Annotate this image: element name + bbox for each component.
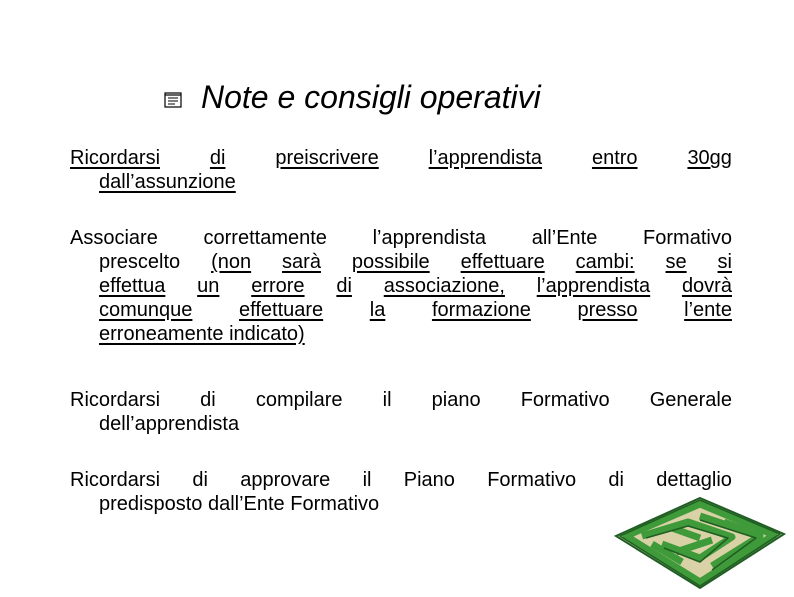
word: di [608, 469, 624, 491]
word: si [717, 251, 732, 273]
paragraph-preiscrizione [70, 146, 732, 194]
text-line [70, 274, 732, 298]
word: (non [211, 251, 252, 273]
word: dell’apprendista [99, 413, 240, 435]
word: dovrà [681, 275, 732, 297]
word: errore [251, 275, 305, 297]
title-row [163, 74, 541, 120]
text-line [70, 322, 732, 346]
text-line [70, 226, 732, 250]
word: se [665, 251, 687, 273]
word: Ricordarsi [70, 389, 161, 411]
word: effettua [99, 275, 166, 297]
word: Formativo [520, 389, 610, 411]
word: la [369, 299, 386, 321]
word: piano [431, 389, 481, 411]
word: correttamente [203, 227, 327, 249]
word: di [200, 389, 216, 411]
word: Piano [403, 469, 455, 491]
word: Generale [649, 389, 732, 411]
word: effettuare [239, 299, 324, 321]
word: comunque [99, 299, 193, 321]
word: un [197, 275, 220, 297]
word: cambi: [575, 251, 635, 273]
text-line [70, 146, 732, 170]
word: associazione, [383, 275, 505, 297]
word: all’Ente [531, 227, 598, 249]
word: prescelto [99, 251, 181, 273]
text-line [70, 298, 732, 322]
word: l’ente [684, 299, 732, 321]
word: di [336, 275, 352, 297]
word: Ricordarsi [70, 469, 161, 491]
word: possibile [351, 251, 430, 273]
word: di [209, 147, 226, 169]
word: dettaglio [656, 469, 732, 491]
word: 30gg [687, 147, 732, 169]
word: effettuare [460, 251, 545, 273]
word: erroneamente indicato) [99, 323, 305, 345]
text-line [70, 412, 732, 436]
hedge-maze-illustration [612, 492, 788, 592]
paragraph-piano-generale [70, 388, 732, 436]
word: approvare [240, 469, 331, 491]
word: predisposto dall’Ente Formativo [99, 493, 380, 515]
text-line [70, 468, 732, 492]
word: l’apprendista [536, 275, 651, 297]
word: dall’assunzione [99, 171, 236, 193]
word: entro [591, 147, 638, 169]
word: Formativo [643, 227, 732, 249]
paragraph-associazione [70, 226, 732, 346]
word: l’apprendista [372, 227, 487, 249]
text-line [70, 250, 732, 274]
text-line [70, 388, 732, 412]
word: sarà [282, 251, 321, 273]
word: formazione [431, 299, 531, 321]
word: il [382, 389, 392, 411]
word: presso [577, 299, 638, 321]
word: l’apprendista [428, 147, 543, 169]
word: Associare [70, 227, 158, 249]
word: di [192, 469, 208, 491]
notepad-icon [163, 90, 185, 112]
word: Formativo [487, 469, 577, 491]
slide-title: Note e consigli operativi [201, 79, 541, 115]
word: compilare [255, 389, 343, 411]
text-line [70, 170, 732, 194]
word: il [362, 469, 372, 491]
word: preiscrivere [275, 147, 379, 169]
word: Ricordarsi [70, 147, 161, 169]
